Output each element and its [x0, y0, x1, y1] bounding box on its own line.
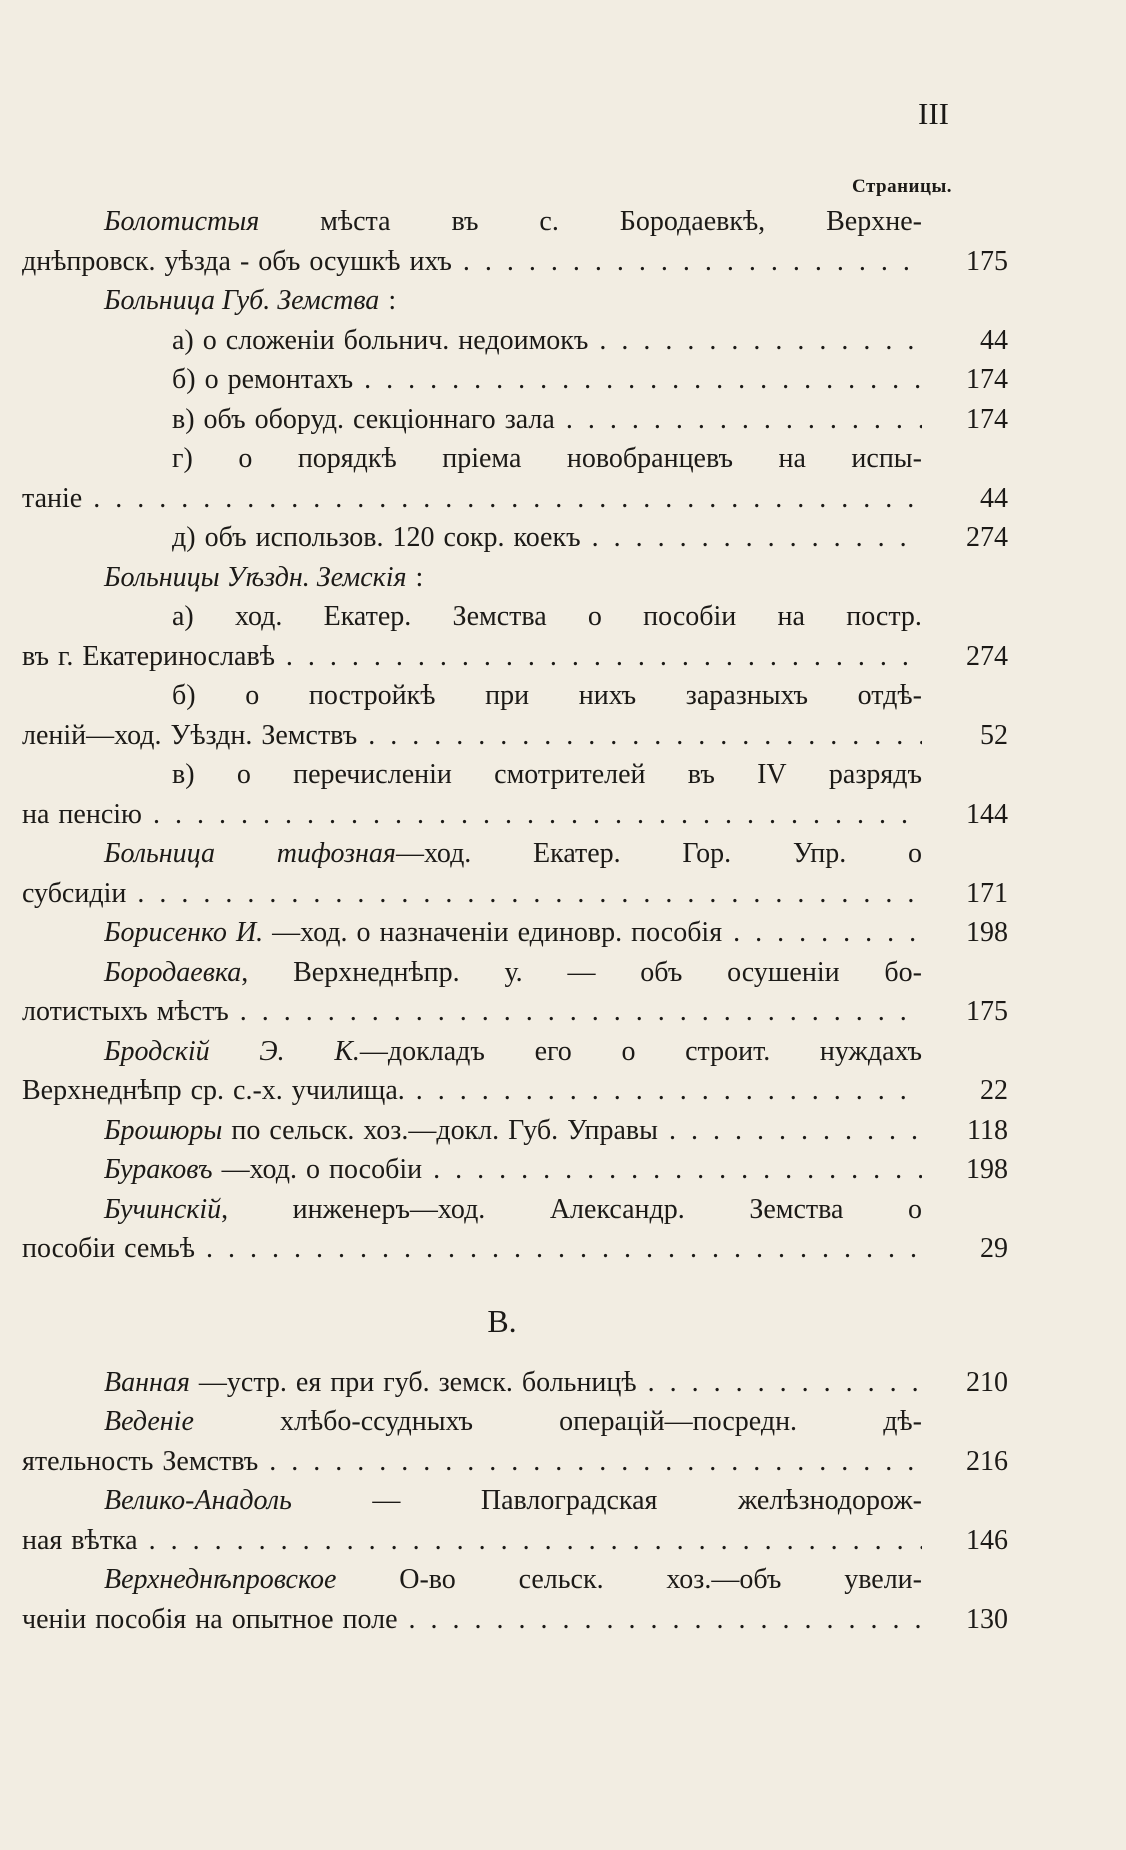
entry-word: — [567, 956, 596, 988]
index-line [22, 1560, 1102, 1600]
entry-text [22, 1071, 922, 1111]
entry-word: о [305, 1154, 320, 1185]
page-reference: 210 [966, 1366, 1008, 1398]
entry-word: опытное [231, 1603, 334, 1635]
index-line [22, 755, 1102, 795]
entry-word: ченіи [22, 1603, 87, 1635]
entry-text [22, 992, 922, 1032]
index-line [22, 913, 1102, 953]
entry-text [22, 716, 922, 756]
entry-word: о [236, 759, 251, 790]
page-reference: 174 [966, 364, 1008, 395]
index-line [22, 676, 1102, 716]
entry-heading-italic: Бураковъ [104, 1154, 213, 1185]
entry-word [277, 834, 472, 874]
entry-word: хоз.—докл. [363, 1114, 500, 1146]
entry-word: порядкѣ [297, 443, 397, 474]
entry-word: желѣзнодорож- [737, 1485, 922, 1516]
index-line [22, 400, 1102, 440]
entry-text [104, 1111, 922, 1151]
entry-word: Брошюры [104, 1114, 223, 1146]
entry-heading-italic: тифозная [276, 838, 396, 869]
index-line [22, 479, 1102, 519]
index-line [22, 281, 1102, 321]
entry-word: хлѣбо-ссудныхъ [280, 1406, 473, 1437]
entry-word: перечисленіи [293, 759, 452, 790]
entry-word: о [202, 324, 217, 356]
entry-text [22, 1442, 922, 1482]
index-line [22, 795, 1102, 835]
entry-word: леній—ход. [22, 719, 162, 751]
entry-word: оборуд. [254, 403, 344, 435]
entry-text [172, 597, 922, 637]
entry-word: о [587, 601, 602, 632]
entry-text [104, 913, 922, 953]
index-line [22, 1402, 1102, 1442]
entry-word: Земствъ [261, 719, 358, 751]
entry-word: постройкѣ [308, 680, 436, 711]
entry-word: пособіи [643, 601, 737, 632]
entry-word: Больница [104, 838, 216, 869]
entry-word: смотрителей [494, 759, 646, 790]
entry-word: семьѣ [124, 1233, 196, 1264]
entry-word: осушкѣ [309, 245, 401, 277]
entry-word: въ [451, 206, 479, 237]
entry-word: у. [504, 956, 523, 988]
entry-word: Гор. [682, 838, 732, 869]
entry-text [104, 1481, 922, 1521]
entry-word: Управы [567, 1114, 658, 1146]
entry-word [104, 1190, 228, 1230]
entry-word: сокр. [443, 522, 505, 553]
entry-word: ея [295, 1366, 322, 1398]
index-line [22, 360, 1102, 400]
entry-word: с. [539, 206, 559, 237]
entry-word [104, 953, 248, 993]
index-line [22, 874, 1102, 914]
entry-word: вѣтка [71, 1524, 138, 1556]
page-reference: 171 [966, 877, 1008, 909]
pages-column-label: Страницы. [852, 176, 953, 197]
entry-word: с.-х. [233, 1075, 283, 1106]
entry-heading-italic: Бородаевка [104, 956, 242, 988]
entry-word: б) [172, 364, 196, 395]
entry-word: уѣзда [164, 245, 231, 277]
entry-word: в) [172, 403, 195, 435]
entry-word: разрядъ [828, 759, 922, 790]
entry-heading-italic: К. [334, 1035, 360, 1067]
page-reference: 175 [966, 996, 1008, 1027]
entry-word: на [195, 1603, 223, 1635]
entry-heading-rest: —устр. [198, 1366, 287, 1398]
entry-word: сложеніи [225, 324, 335, 356]
entry-word: объ [258, 245, 301, 277]
page-reference: 216 [966, 1445, 1008, 1477]
index-line [22, 558, 1102, 598]
entry-word: использов. [255, 522, 384, 553]
entry-word: коекъ [513, 522, 581, 553]
entry-word: пособіи [328, 1154, 423, 1185]
entry-word [236, 913, 348, 953]
entry-word: дѣ- [883, 1406, 922, 1437]
entry-text [104, 1190, 922, 1230]
entry-text [172, 676, 922, 716]
index-line [22, 1521, 1102, 1561]
entry-word: строит. [685, 1035, 771, 1067]
entry-word: Екатеринославѣ [82, 640, 275, 672]
entry-word: г) [172, 443, 193, 474]
index-line [22, 1600, 1102, 1640]
entry-word: единовр. [517, 917, 623, 948]
entry-text [22, 1521, 922, 1561]
section-gap [22, 1269, 1102, 1285]
entry-text [22, 637, 922, 677]
entry-word: д) [172, 522, 196, 553]
entry-word: — [372, 1485, 401, 1516]
entry-heading-rest: , [221, 1193, 229, 1225]
index-line [22, 597, 1102, 637]
entry-text [104, 1150, 922, 1190]
entry-word: зала [504, 403, 555, 435]
entry-word: училища. [291, 1075, 405, 1106]
entry-word: постр. [846, 601, 922, 632]
entry-word: - [239, 245, 250, 277]
index-line [22, 1190, 1102, 1230]
entry-word: Верхнеднѣпр. [293, 956, 460, 988]
entry-word: секціоннаго [352, 403, 496, 435]
entry-text [104, 1560, 922, 1600]
entry-word: бо- [884, 956, 922, 988]
entry-word: осушеніи [727, 956, 840, 988]
entry-word: хоз.—объ [666, 1564, 782, 1595]
entry-word: недоимокъ [458, 324, 589, 356]
entry-word: въ [687, 759, 715, 790]
index-line [22, 1071, 1102, 1111]
entry-word: Верхне- [826, 206, 922, 237]
entry-word: новобранцевъ [566, 443, 733, 474]
entry-word: на [22, 798, 50, 830]
entry-word: нихъ [578, 680, 637, 711]
entry-word: инженеръ—ход. [292, 1193, 486, 1225]
entry-text [22, 1600, 922, 1640]
entry-text [172, 755, 922, 795]
entry-text [104, 281, 922, 321]
entry-word: при [485, 680, 530, 711]
page-reference: 44 [980, 324, 1008, 356]
entry-heading-rest: —ход. [272, 917, 348, 948]
entry-text [22, 242, 922, 282]
page-reference: 174 [966, 403, 1008, 435]
entry-word: нуждахъ [819, 1035, 922, 1067]
entry-heading-rest: : [415, 561, 424, 593]
entry-word: б) [172, 680, 196, 711]
entry-word: заразныхъ [685, 680, 808, 711]
page-reference: 130 [966, 1603, 1008, 1635]
index-line [22, 1481, 1102, 1521]
entry-word: лотистыхъ [22, 996, 148, 1027]
entry-text [104, 834, 922, 874]
index-line [22, 637, 1102, 677]
entry-word: при [330, 1366, 375, 1398]
entry-word: О-во [399, 1564, 456, 1595]
entry-word: объ [203, 403, 246, 435]
entry-word [104, 1363, 287, 1403]
entry-text [104, 953, 922, 993]
index-line [22, 439, 1102, 479]
page-reference: 144 [966, 798, 1008, 830]
entry-word: о [238, 443, 253, 474]
entry-word: сельск. [518, 1564, 604, 1595]
entry-word: на [777, 601, 805, 632]
entry-word: о [245, 680, 260, 711]
entry-word: Велико-Анадоль [104, 1485, 292, 1516]
page-reference: 146 [966, 1524, 1008, 1556]
entry-word: ная [22, 1524, 63, 1556]
entry-word: пособія [95, 1603, 187, 1635]
index-line [22, 1442, 1102, 1482]
entry-word: объ [204, 522, 247, 553]
entry-word: Бродскій [104, 1035, 210, 1067]
entry-word: Болотистыя [104, 206, 260, 237]
index-line [22, 953, 1102, 993]
page-reference: 22 [980, 1075, 1008, 1106]
entry-text [22, 874, 922, 914]
entry-word: ремонтахъ [227, 364, 354, 395]
entry-word: его [534, 1035, 572, 1067]
index-line [22, 992, 1102, 1032]
entry-word: г. [58, 640, 74, 672]
entry-word: Верхнеднѣпр [22, 1075, 182, 1106]
entry-heading-italic: Бучинскій [104, 1193, 222, 1225]
entry-word: мѣстъ [156, 996, 229, 1027]
page-reference: 274 [966, 522, 1008, 553]
entry-text [104, 1402, 922, 1442]
entry-heading-rest: , [241, 956, 249, 988]
section-gap [22, 1355, 1102, 1363]
entry-text [104, 1363, 922, 1403]
index-line [22, 518, 1102, 558]
entry-heading-italic: Больницы Уѣздн. Земскія [104, 561, 407, 593]
entry-heading-rest: : [388, 285, 397, 316]
entry-word: Э. [259, 1035, 285, 1067]
entry-word: IV [757, 759, 787, 790]
entry-text [172, 518, 922, 558]
entry-word: о [356, 917, 371, 948]
index-line [22, 321, 1102, 361]
entry-word: Упр. [792, 838, 847, 869]
entry-text [104, 202, 922, 242]
entry-text [104, 558, 922, 598]
entry-word: операцій—посредн. [559, 1406, 798, 1437]
entry-word: Екатер. [323, 601, 412, 632]
entry-heading-italic: И. [235, 917, 264, 948]
entry-word: увели- [844, 1564, 922, 1595]
entry-text [104, 1032, 922, 1072]
index-line [22, 1111, 1102, 1151]
entry-word: Екатер. [533, 838, 621, 869]
page-reference: 198 [966, 1154, 1008, 1185]
index-line [22, 1150, 1102, 1190]
entry-word: испы- [851, 443, 922, 474]
entry-word: на [778, 443, 806, 474]
entry-word: Бородаевкѣ, [619, 206, 766, 237]
entry-text [172, 360, 922, 400]
entry-heading-italic: Больница Губ. Земства [104, 285, 380, 316]
entry-text [172, 439, 922, 479]
entry-heading-rest: —докладъ [359, 1035, 485, 1067]
index-line [22, 1032, 1102, 1072]
entry-word: по [231, 1114, 261, 1146]
entry-word [334, 1032, 485, 1072]
entry-text [172, 321, 922, 361]
entry-text [22, 479, 922, 519]
entry-word: объ [640, 956, 683, 988]
index-line [22, 716, 1102, 756]
page-reference: 198 [966, 917, 1008, 948]
entry-word: о [204, 364, 219, 395]
page-reference: 29 [980, 1233, 1008, 1264]
entry-text [22, 1229, 922, 1269]
index-line [22, 242, 1102, 282]
entry-word: пенсію [58, 798, 142, 830]
entry-word [104, 281, 396, 321]
entry-word: а) [172, 324, 194, 356]
index-line [22, 834, 1102, 874]
page-reference: 52 [980, 719, 1008, 751]
entry-word: о [621, 1035, 636, 1067]
entry-word: днѣпровск. [22, 245, 156, 277]
page-reference: 44 [980, 482, 1008, 514]
entry-heading-rest: —ход. [395, 838, 472, 869]
page-reference: 175 [966, 245, 1008, 277]
entry-word: земск. [438, 1366, 513, 1398]
page-reference: 274 [966, 640, 1008, 672]
entry-word: Губ. [508, 1114, 559, 1146]
page-reference: 118 [967, 1114, 1008, 1146]
entry-word: ход. [235, 601, 283, 632]
entry-word: губ. [383, 1366, 430, 1398]
index-entries [22, 202, 1102, 1639]
entry-word: ихъ [409, 245, 452, 277]
entry-word: 120 [392, 522, 435, 553]
entry-word: Земства [749, 1193, 844, 1225]
entry-word: сельск. [269, 1114, 355, 1146]
entry-word: Земства [452, 601, 547, 632]
entry-word: въ [22, 640, 50, 672]
entry-text [172, 400, 922, 440]
entry-word: больнич. [343, 324, 450, 356]
entry-word: а) [172, 601, 194, 632]
entry-heading-rest: —ход. [221, 1154, 297, 1185]
entry-word: о [907, 838, 922, 869]
entry-word: ср. [190, 1075, 225, 1106]
entry-word: отдѣ- [857, 680, 922, 711]
entry-text [22, 795, 922, 835]
entry-word: таніе [22, 482, 83, 514]
entry-word: поле [342, 1603, 398, 1635]
page-number: III [918, 96, 949, 131]
entry-word: Уѣздн. [170, 719, 253, 751]
entry-word: в) [172, 759, 195, 790]
entry-word: Борисенко [104, 917, 227, 948]
entry-word: назначеніи [379, 917, 509, 948]
entry-heading-italic: Ванная [104, 1366, 190, 1398]
entry-word: пособіи [22, 1233, 116, 1264]
section-letter: В. [487, 1302, 517, 1339]
entry-word: о [907, 1193, 922, 1225]
entry-word [104, 1150, 297, 1190]
entry-word: ятельность [22, 1445, 154, 1477]
entry-word: Александр. [549, 1193, 685, 1225]
entry-word [104, 558, 423, 598]
entry-word: пособія [631, 917, 723, 948]
entry-word: Верхнеднѣпровское [104, 1564, 337, 1595]
entry-word: Земствъ [162, 1445, 259, 1477]
index-line [22, 1229, 1102, 1269]
entry-word: больницѣ [521, 1366, 637, 1398]
entry-word: пріема [442, 443, 522, 474]
index-line [22, 202, 1102, 242]
entry-word: Веденіе [104, 1406, 194, 1437]
entry-word: Павлоградская [480, 1485, 658, 1516]
entry-word: мѣста [320, 206, 391, 237]
entry-word: субсидіи [22, 877, 127, 909]
index-line [22, 1363, 1102, 1403]
